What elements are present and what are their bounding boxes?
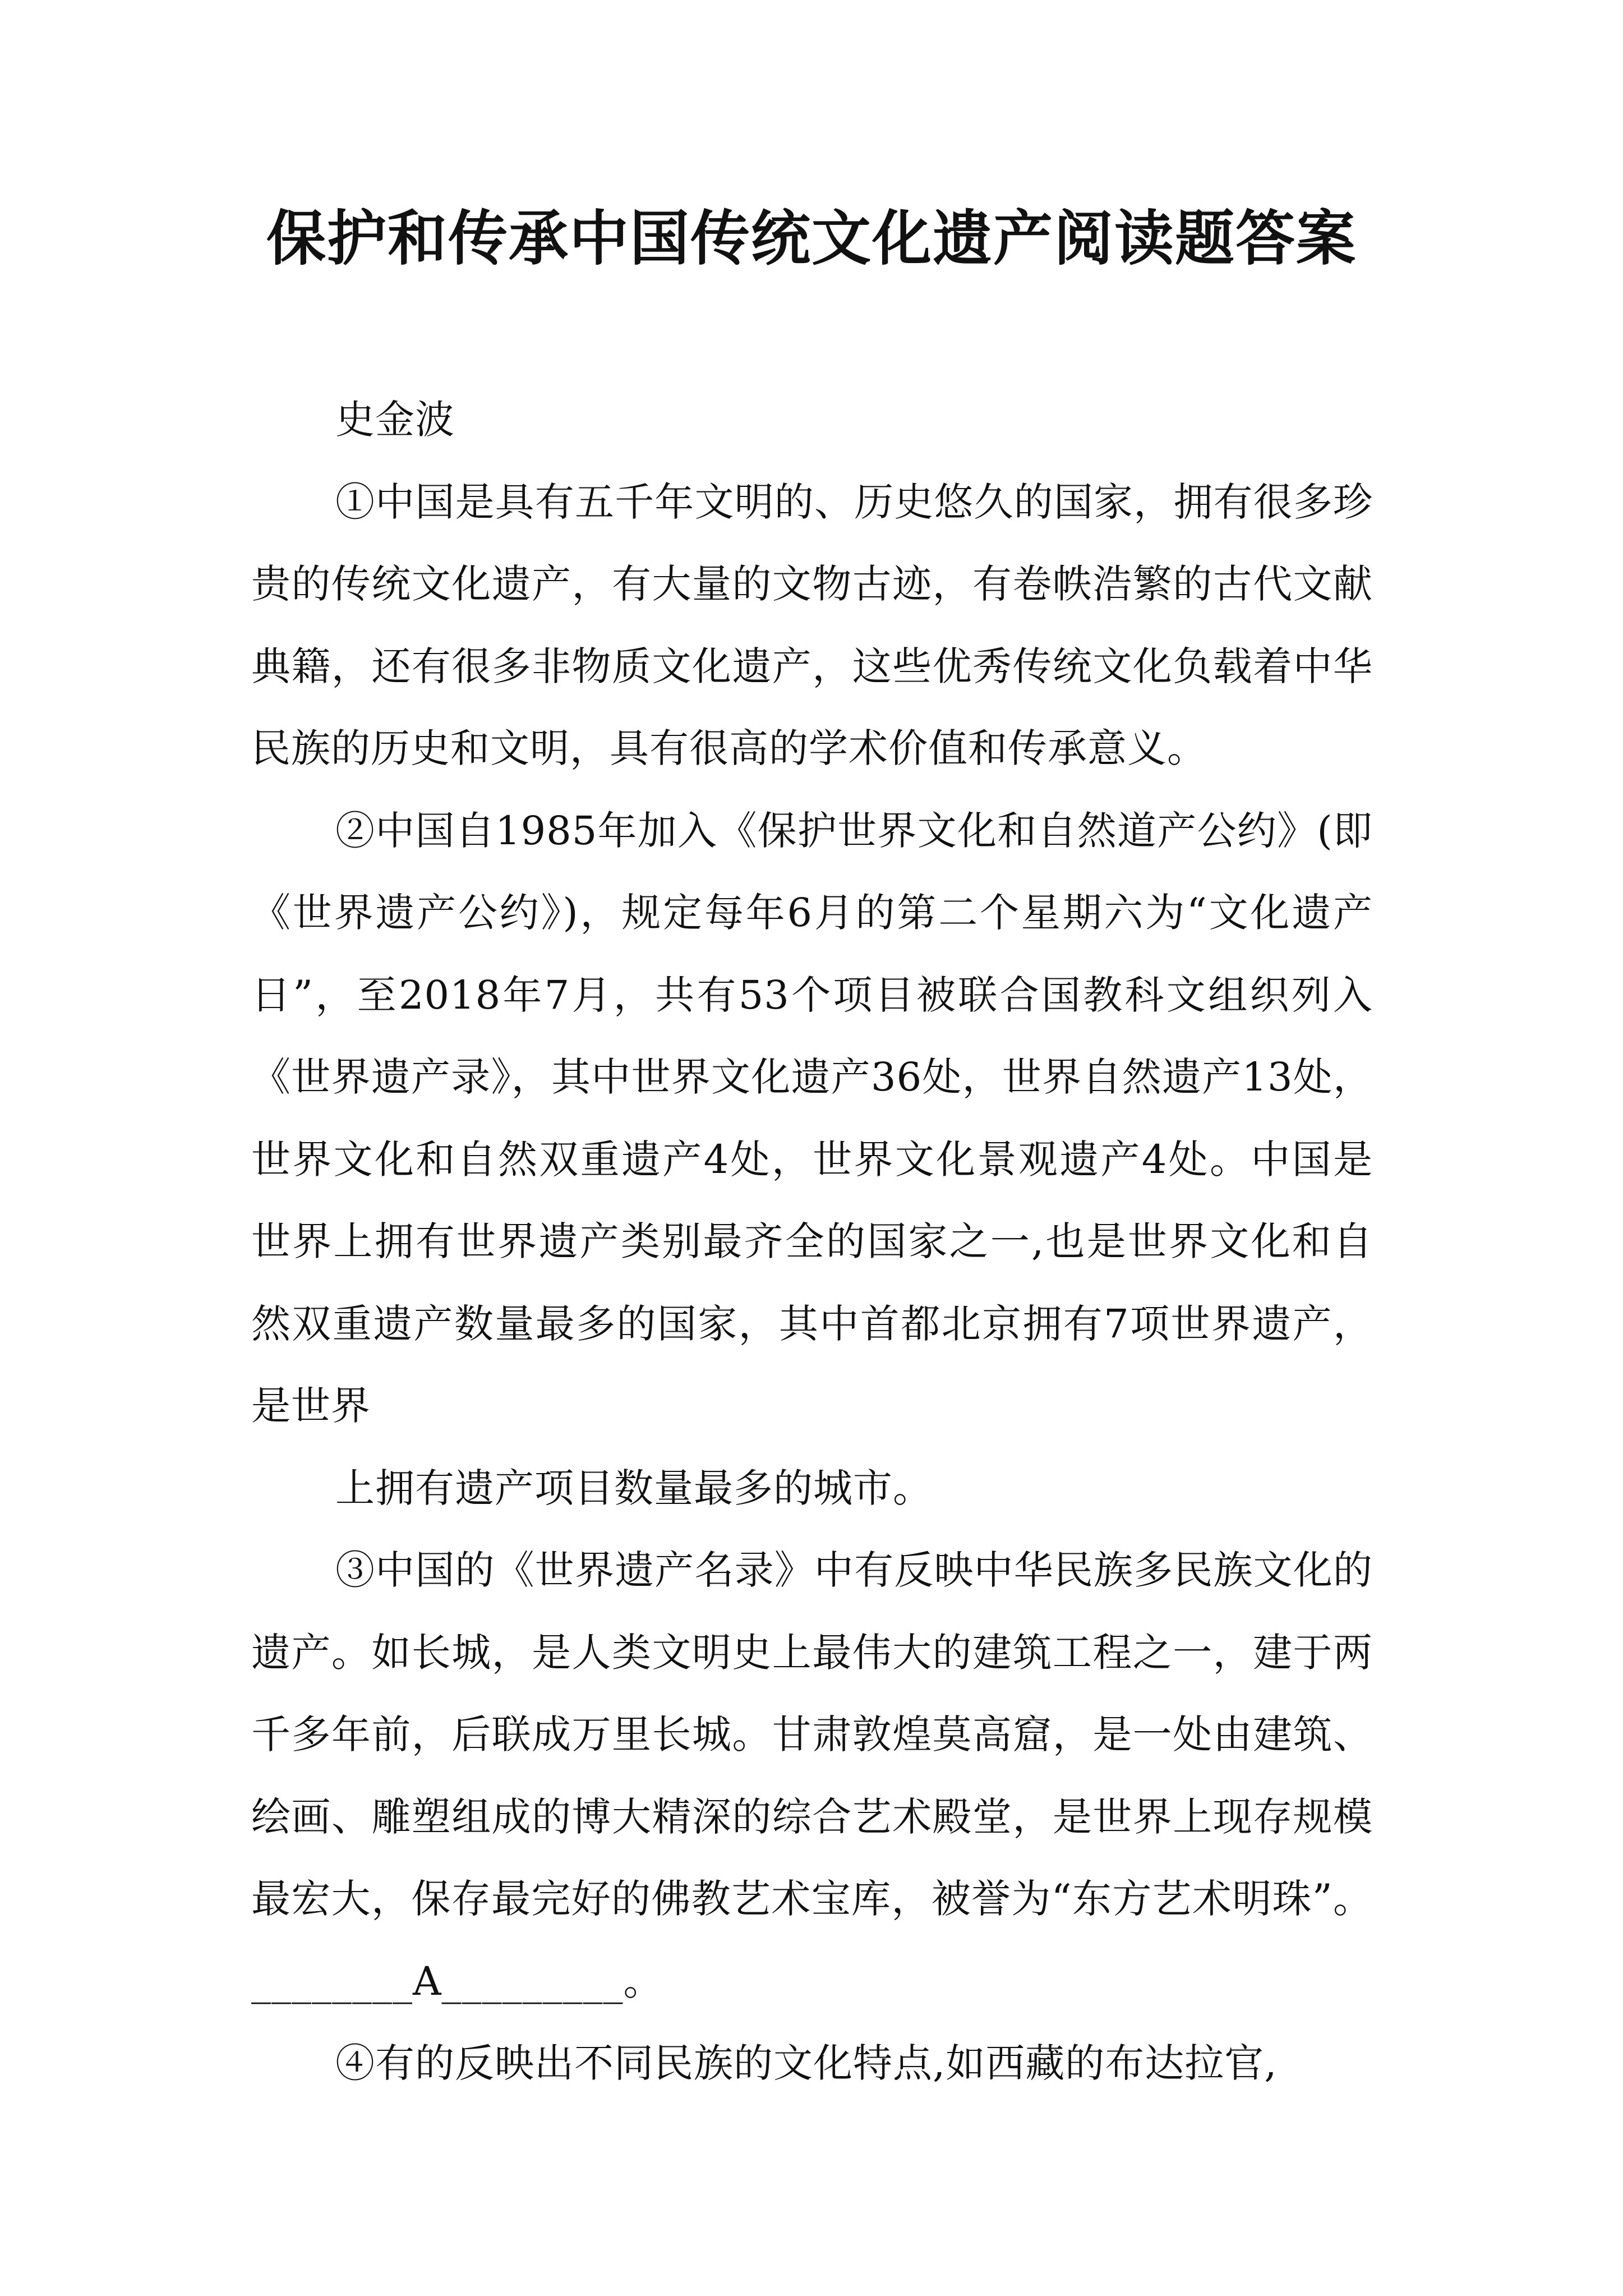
document-title: 保护和传承中国传统文化遗产阅读题答案 bbox=[266, 203, 1357, 273]
author-name: 史金波 bbox=[335, 397, 455, 443]
paragraph-4: ④有的反映出不同民族的文化特点,如西藏的布达拉官, bbox=[335, 2040, 1278, 2086]
paragraph-2-continuation: 上拥有遗产项目数量最多的城市。 bbox=[335, 1465, 933, 1511]
document-body bbox=[251, 379, 1373, 2105]
paragraph-3: ③中国的《世界遗产名录》中有反映中华民族多民族文化的遗产。如长城，是人类文明史上最伟大的建筑工程之一，建于两千多年前，后联成万里长城。甘肃敦煌莫高窟，是一处由建筑、绘画、雕塑组成的博大精深的综合艺术殿堂，是世界上现存规模最宏大，保存最完好的佛教艺术宝库，被誉为“东方艺术明珠”。________A_________。 bbox=[251, 1547, 1373, 2004]
paragraph-1: ①中国是具有五千年文明的、历史悠久的国家，拥有很多珍贵的传统文化遗产，有大量的文物古迹，有卷帙浩繁的古代文献典籍，还有很多非物质文化遗产，这些优秀传统文化负载着中华民族的历史和文明，具有很高的学术价值和传承意义。 bbox=[251, 478, 1373, 771]
paragraph-2: ②中国自1985年加入《保护世界文化和自然道产公约》(即《世界遗产公约》)，规定每年6月的第二个星期六为“文化遗产日”，至2018年7月，共有53个项目被联合国教科文组织列入《世界遗产录》，其中世界文化遗产36处，世界自然遗产13处，世界文化和自然双重遗产4处，世界文化景观遗产4处。中国是世界上拥有世界遗产类别最齐全的国家之一,也是世界文化和自然双重遗产数量最多的国家，其中首都北京拥有7项世界遗产，是世界 bbox=[251, 807, 1373, 1429]
